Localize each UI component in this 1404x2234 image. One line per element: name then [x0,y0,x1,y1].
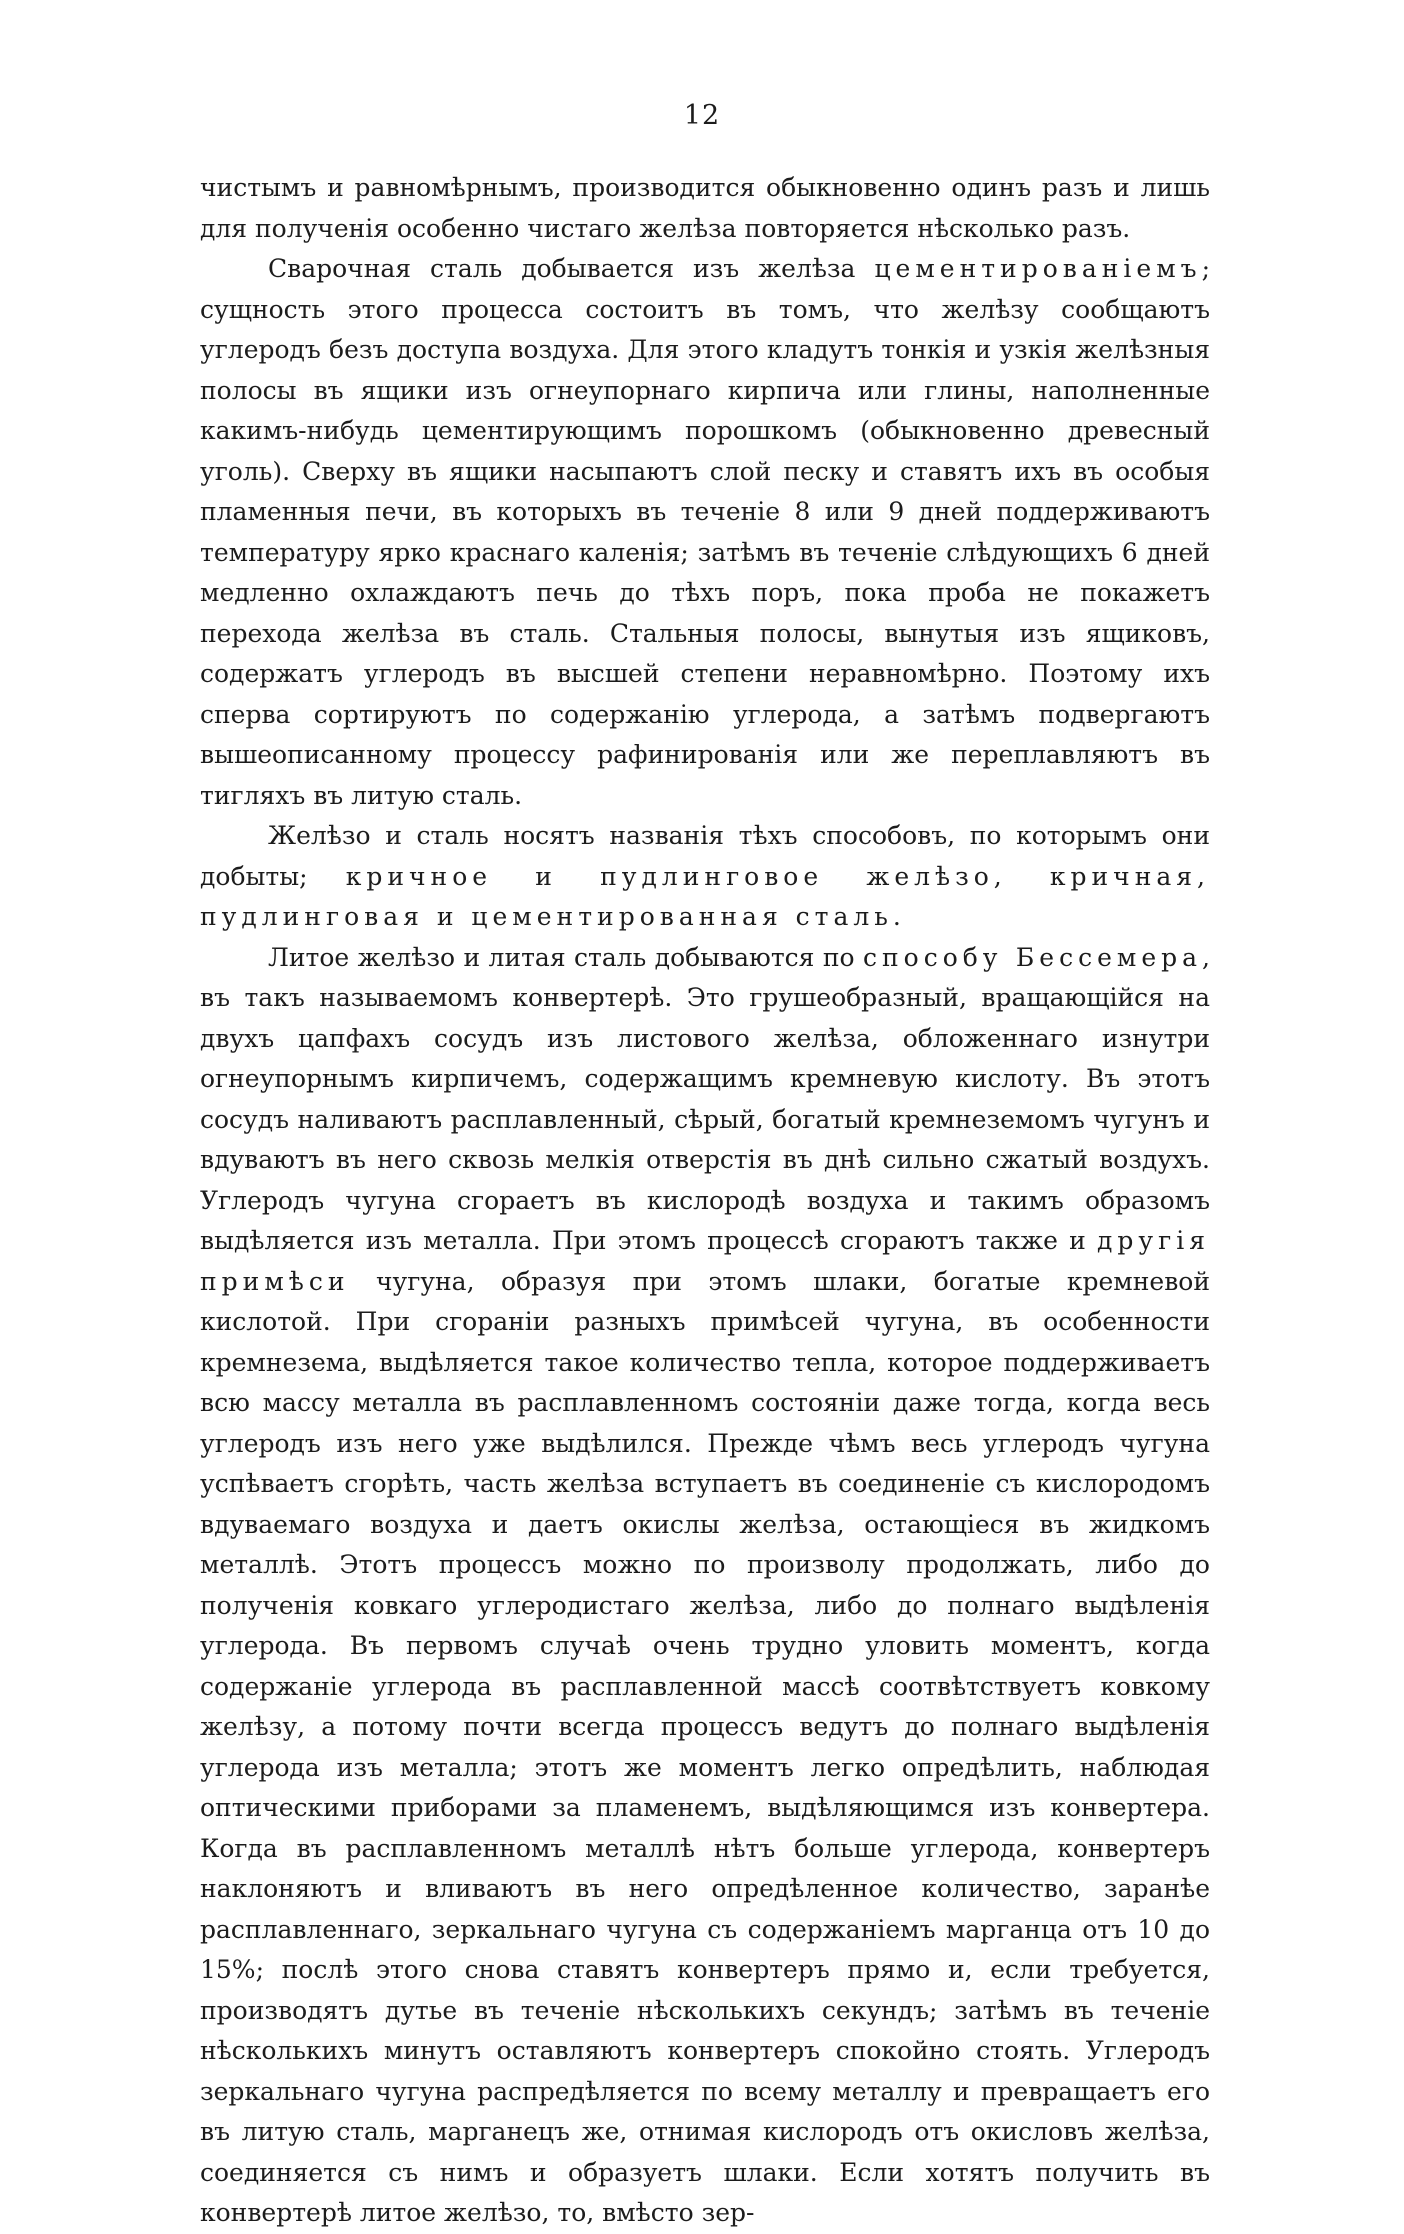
emphasized-term: способу Бессемера [862,942,1203,972]
paragraph [200,168,1210,249]
page-number: 12 [683,100,721,131]
paragraph [200,249,1210,816]
body-text [200,168,1210,2234]
paragraph [200,938,1210,2234]
paragraph-text: чистымъ и равномѣрнымъ, производится обыкновенно одинъ разъ и лишь для полученія особенно чистаго желѣза повторяется нѣсколько разъ. [200,173,1210,243]
paragraph-text: Сварочная сталь добывается изъ желѣза [268,254,875,283]
paragraph [200,816,1210,938]
paragraph-text: , въ такъ называемомъ конвертерѣ. Это грушеобразный, вращающійся на двухъ цапфахъ сосудъ изъ листового желѣза, обложеннаго изнутри огнеупорнымъ кирпичемъ, содержащимъ кремневую кислоту. Въ этотъ сосудъ наливаютъ расплавленный, сѣрый, богатый кремнеземомъ чугунъ и вдуваютъ въ него сквозь мелкія отверстія въ днѣ сильно сжатый воздухъ. Углеродъ чугуна сгораетъ въ кислородѣ воздуха и такимъ образомъ выдѣляется изъ металла. При этомъ процессѣ сгораютъ также и [200,942,1210,1255]
emphasized-term: кричное и пудлинговое желѣзо, кричная, пудлинговая и цементированная сталь [200,861,1210,931]
paragraph-text: Литое желѣзо и литая сталь добываются по [268,942,863,972]
paragraph-text: Желѣзо и сталь носятъ названія тѣхъ способовъ, по которымъ они добыты; [200,821,1210,891]
emphasized-term: цементированіемъ [874,254,1202,283]
paragraph-text: . [892,902,901,931]
emphasized-term: другія примѣси [200,1226,1210,1296]
paragraph-text: чугуна, образуя при этомъ шлаки, богатые кремневой кислотой. При сгораніи разныхъ примѣсей чугуна, въ особенности кремнезема, выдѣляется такое количество тепла, которое поддерживаетъ всю массу металла въ расплавленномъ состояніи даже тогда, когда весь углеродъ изъ него уже выдѣлился. Прежде чѣмъ весь углеродъ чугуна успѣваетъ сгорѣть, часть желѣза вступаетъ въ соединеніе съ кислородомъ вдуваемаго воздуха и даетъ окислы желѣза, остающіеся въ жидкомъ металлѣ. Этотъ процессъ можно по произволу продолжать, либо до полученія ковкаго углеродистаго желѣза, либо до полнаго выдѣленія углерода. Въ первомъ случаѣ очень трудно уловить моментъ, когда содержаніе углерода въ расплавленной массѣ соотвѣтствуетъ ковкому желѣзу, а потому почти всегда процессъ ведутъ до полнаго выдѣленія углерода изъ металла; этотъ же моментъ легко опредѣлить, наблюдая оптическими приборами за пламенемъ, выдѣляющимся изъ конвертера. Когда въ расплавленномъ металлѣ нѣтъ больше углерода, конвертеръ наклоняютъ и вливаютъ въ него опредѣленное количество, заранѣе расплавленнаго, зеркальнаго чугуна съ содержаніемъ марганца отъ 10 до 15%; послѣ этого снова ставятъ конвертеръ прямо и, если требуется, производятъ дутье въ теченіе нѣсколькихъ секундъ; затѣмъ въ теченіе нѣсколькихъ минутъ оставляютъ конвертеръ спокойно стоять. Углеродъ зеркальнаго чугуна распредѣляется по всему металлу и превращаетъ его въ литую сталь, марганецъ же, отнимая кислородъ отъ окисловъ желѣза, соединяется съ нимъ и образуетъ шлаки. Если хотятъ получить въ конвертерѣ литое желѣзо, то, вмѣсто зер- [200,1266,1210,2227]
paragraph-text: ; сущность этого процесса состоитъ въ томъ, что желѣзу сообщаютъ углеродъ безъ доступа воздуха. Для этого кладутъ тонкія и узкія желѣзныя полосы въ ящики изъ огнеупорнаго кирпича или глины, наполненные какимъ-нибудь цементирующимъ порошкомъ (обыкновенно древесный уголь). Сверху въ ящики насыпаютъ слой песку и ставятъ ихъ въ особыя пламенныя печи, въ которыхъ въ теченіе 8 или 9 дней поддерживаютъ температуру ярко краснаго каленія; затѣмъ въ теченіе слѣдующихъ 6 дней медленно охлаждаютъ печь до тѣхъ поръ, пока проба не покажетъ перехода желѣза въ сталь. Стальныя полосы, вынутыя изъ ящиковъ, содержатъ углеродъ въ высшей степени неравномѣрно. Поэтому ихъ сперва сортируютъ по содержанію углерода, а затѣмъ подвергаютъ вышеописанному процессу рафинированія или же переплавляютъ въ тигляхъ въ литую сталь. [200,254,1210,810]
